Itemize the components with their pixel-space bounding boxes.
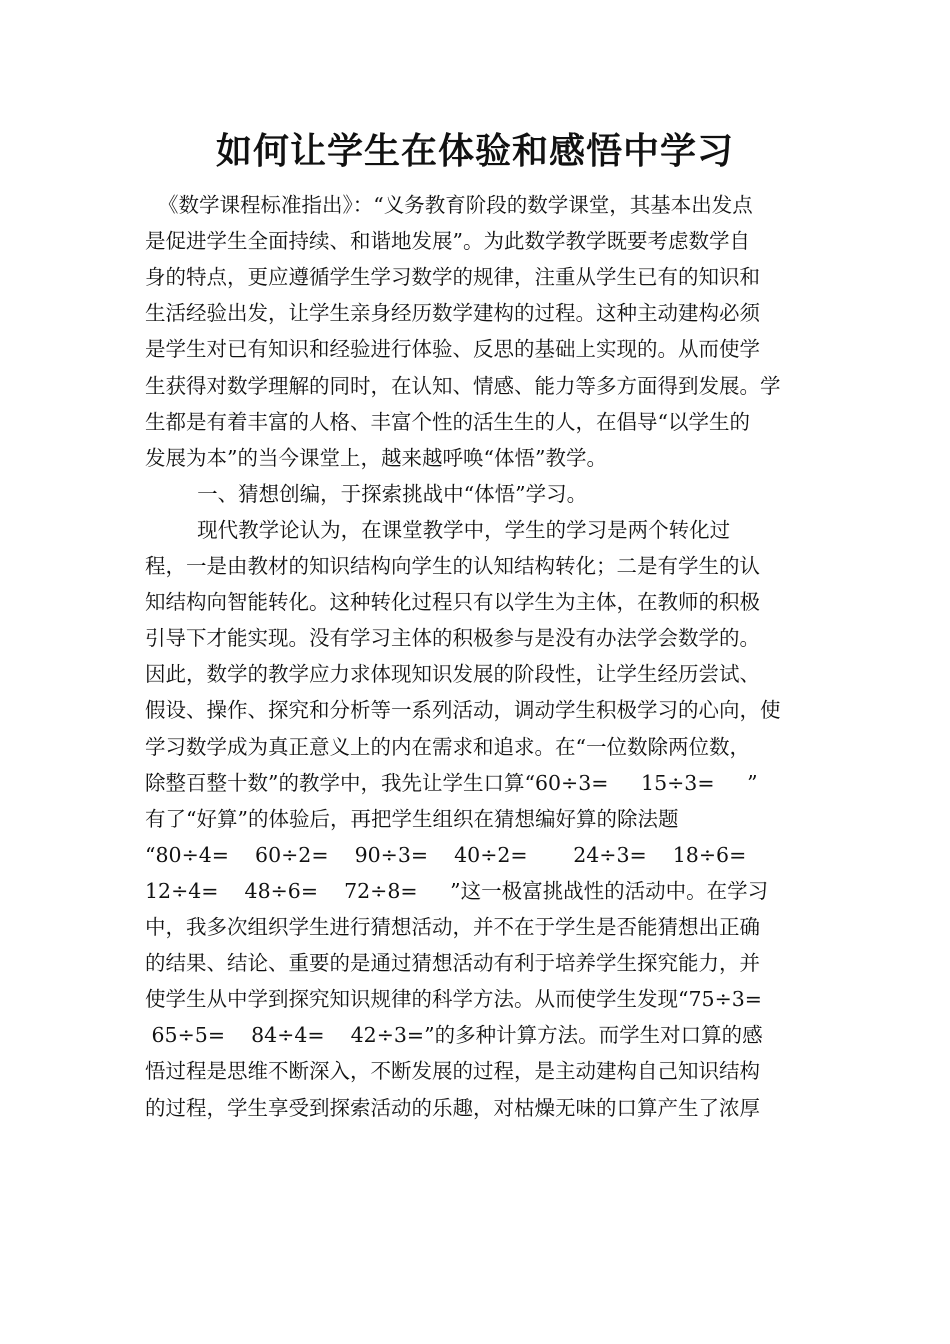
body-line: 使学生从中学到探究知识规律的科学方法。从而使学生发现“75÷3= xyxy=(145,987,762,1012)
body-line: 生都是有着丰富的人格、丰富个性的活生生的人，在倡导“以学生的 xyxy=(145,409,750,434)
body-line: 是学生对已有知识和经验进行体验、反思的基础上实现的。从而使学 xyxy=(145,337,760,362)
body-line: 的结果、结论、重要的是通过猜想活动有利于培养学生探究能力，并 xyxy=(145,951,760,976)
body-line: 引导下才能实现。没有学习主体的积极参与是没有办法学会数学的。 xyxy=(145,626,760,651)
body-line: 12÷4= 48÷6= 72÷8= ”这一极富挑战性的活动中。在学习 xyxy=(145,878,769,903)
body-line: 有了“好算”的体验后，再把学生组织在猜想编好算的除法题 xyxy=(145,806,679,831)
body-line: 是促进学生全面持续、和谐地发展”。为此数学教学既要考虑数学自 xyxy=(145,229,750,254)
body-line: 因此，数学的教学应力求体现知识发展的阶段性，让学生经历尝试、 xyxy=(145,662,760,687)
body-line: 除整百整十数”的教学中，我先让学生口算“60÷3= 15÷3= ” xyxy=(145,770,758,795)
body-line: 发展为本”的当今课堂上，越来越呼唤“体悟”教学。 xyxy=(145,445,607,470)
body-line: 《数学课程标准指出》：“义务教育阶段的数学课堂，其基本出发点 xyxy=(145,193,753,217)
body-line: 身的特点，更应遵循学生学习数学的规律，注重从学生已有的知识和 xyxy=(145,265,760,290)
body-line: 中，我多次组织学生进行猜想活动，并不在于学生是否能猜想出正确 xyxy=(145,915,760,939)
body-line: 65÷5= 84÷4= 42÷3=”的多种计算方法。而学生对口算的感 xyxy=(145,1023,763,1048)
body-line: 学习数学成为真正意义上的内在需求和追求。在“一位数除两位数， xyxy=(145,734,750,759)
document-title: 如何让学生在体验和感悟中学习 xyxy=(215,130,734,172)
body-line: 假设、操作、探究和分析等一系列活动，调动学生积极学习的心向，使 xyxy=(145,698,781,723)
body-line: 悟过程是思维不断深入，不断发展的过程，是主动建构自己知识结构 xyxy=(145,1059,760,1084)
body-line: 现代教学论认为，在课堂教学中，学生的学习是两个转化过 xyxy=(145,517,731,542)
body-line: 的过程，学生享受到探索活动的乐趣，对枯燥无味的口算产生了浓厚 xyxy=(145,1095,760,1120)
body-line: 程，一是由教材的知识结构向学生的认知结构转化；二是有学生的认 xyxy=(145,554,760,578)
body-line: 一、猜想创编，于探索挑战中“体悟”学习。 xyxy=(145,481,588,506)
body-line: “80÷4= 60÷2= 90÷3= 40÷2= 24÷3= 18÷6= xyxy=(145,842,747,867)
body-line: 知结构向智能转化。这种转化过程只有以学生为主体，在教师的积极 xyxy=(145,590,760,615)
body-line: 生获得对数学理解的同时，在认知、情感、能力等多方面得到发展。学 xyxy=(145,373,781,398)
body-line: 生活经验出发，让学生亲身经历数学建构的过程。这种主动建构必须 xyxy=(145,301,760,326)
